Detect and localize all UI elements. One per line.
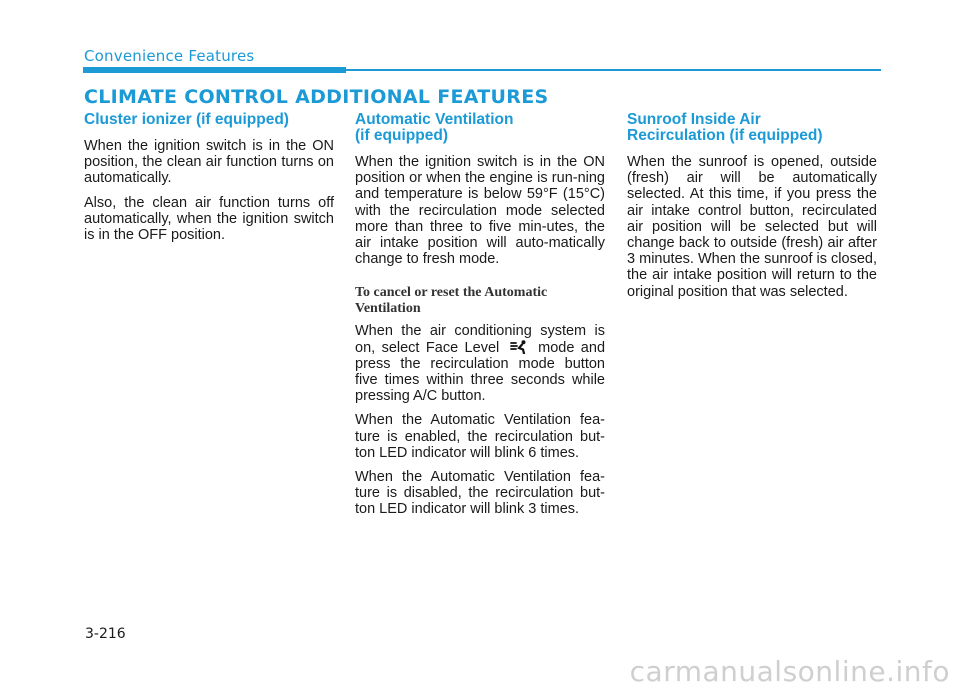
page-number: 3-216 — [85, 626, 126, 642]
header-rule-thick — [83, 67, 346, 73]
page-title: CLIMATE CONTROL ADDITIONAL FEATURES — [84, 86, 549, 108]
subheading-cancel-reset: To cancel or reset the Automatic Ventilation — [355, 285, 548, 317]
heading-automatic-ventilation — [355, 112, 605, 144]
column-automatic-ventilation — [355, 112, 605, 526]
paragraph: When the Automatic Ventilation fea-ture is disabled, the recirculation but-ton LED indicator will blink 3 times. — [355, 469, 605, 518]
section-label: Convenience Features — [84, 47, 255, 65]
heading-cluster-ionizer: Cluster ionizer (if equipped) — [84, 111, 289, 128]
text-segment: When the air conditioning system is on, select Face Level — [355, 323, 605, 356]
heading-line: Sunroof Inside Air — [627, 111, 761, 128]
text-segment: mode and press the recirculation mode button five times within three seconds while pressing A/C button. — [355, 339, 606, 405]
face-level-mode-icon — [510, 340, 528, 354]
heading-line: Automatic Ventilation — [355, 111, 514, 128]
paragraph: When the ignition switch is in the ON position or when the engine is run-ning and temperature is below 59°F (15°C) with the recirculation mode selected more than three to five min-utes, the air intake position will auto-matically change to fresh mode. — [355, 154, 605, 268]
column-cluster-ionizer — [84, 112, 334, 251]
paragraph: When the sunroof is opened, outside (fresh) air will be automatically selected. At this time, if you press the air intake control button, recirculated air position will be selected but will change back to outside (fresh) air after 3 minutes. When the sunroof is closed, the air intake position will return to the original position that was selected. — [627, 154, 877, 300]
watermark: carmanualsonline.info — [629, 655, 950, 688]
header-rule-thin — [346, 69, 881, 71]
paragraph: Also, the clean air function turns off automatically, when the ignition switch is in the OFF position. — [84, 194, 334, 244]
column-sunroof-recirculation — [627, 112, 877, 308]
heading-sunroof-recirculation — [627, 112, 877, 144]
paragraph: When the Automatic Ventilation fea-ture is enabled, the recirculation but-ton LED indicator will blink 6 times. — [355, 412, 605, 461]
paragraph: When the ignition switch is in the ON position, the clean air function turns on automatically. — [84, 138, 334, 187]
heading-line: Recirculation (if equipped) — [627, 127, 823, 144]
heading-line: (if equipped) — [355, 127, 448, 144]
paragraph-face-level — [355, 323, 605, 404]
